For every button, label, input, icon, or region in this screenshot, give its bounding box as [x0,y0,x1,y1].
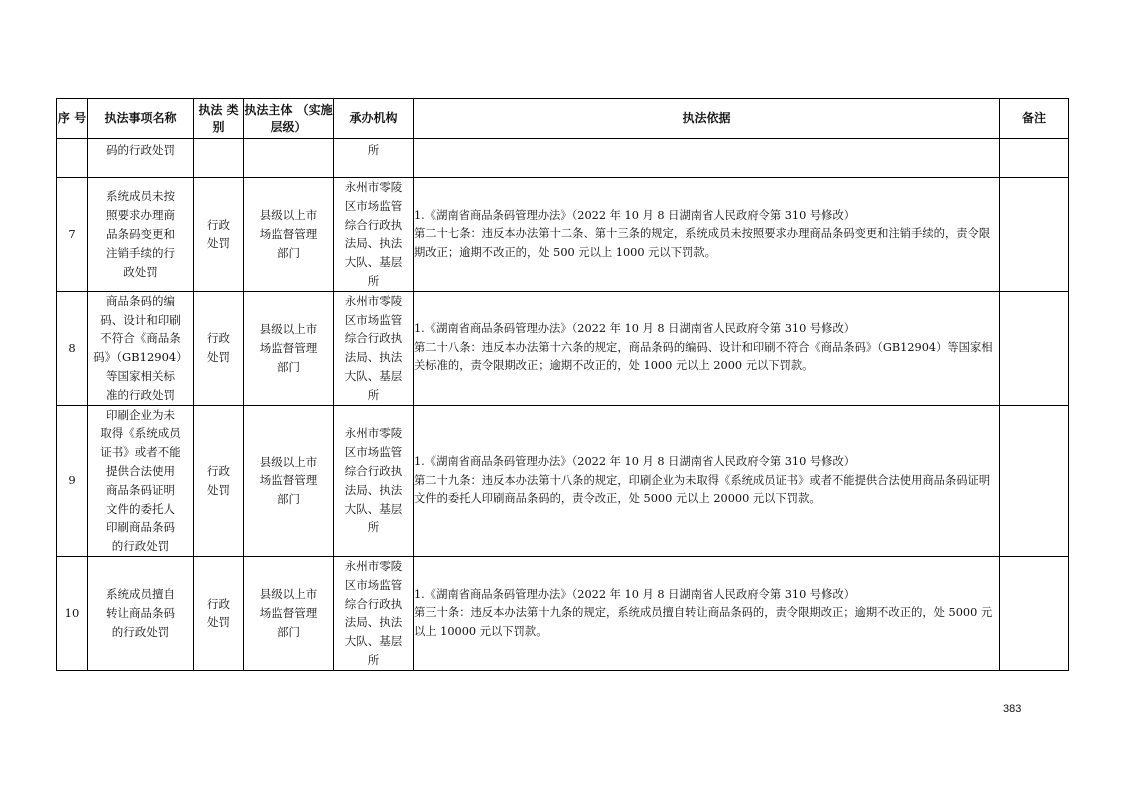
cell-seq: 9 [57,405,88,556]
cell-remark [1000,405,1069,556]
cell-name: 商品条码的编 码、设计和印刷 不符合《商品条 码》（GB12904） 等国家相关标 准的行政处罚 [88,291,194,405]
law-enforcement-table [56,98,1069,671]
table-row-continuation [57,139,1069,178]
cell-remark [1000,139,1069,178]
cell-seq: 7 [57,178,88,292]
cell-subject: 县级以上市 场监督管理 部门 [244,291,334,405]
cell-name: 系统成员擅自 转让商品条码 的行政处罚 [88,556,194,670]
header-basis: 执法依据 [414,99,1000,139]
cell-category [194,139,244,178]
cell-subject [244,139,334,178]
cell-basis: 1.《湖南省商品条码管理办法》（2022 年 10 月 8 日湖南省人民政府令第 310 号修改） 第二十八条：违反本办法第十六条的规定，商品条码的编码、设计和印刷不符合《商品条码》（GB12904）等国家相关标准的，责令限期改正；逾期不改正的，处 1000 元以上 2000 元以下罚款。 [414,291,1000,405]
cell-subject: 县级以上市 场监督管理 部门 [244,556,334,670]
cell-agency: 永州市零陵 区市场监管 综合行政执 法局、执法 大队、基层 所 [334,178,414,292]
header-category: 执法 类别 [194,99,244,139]
header-name: 执法事项名称 [88,99,194,139]
table-header-row [57,99,1069,139]
table-row [57,178,1069,292]
cell-name: 系统成员未按 照要求办理商 品条码变更和 注销手续的行 政处罚 [88,178,194,292]
cell-category: 行政 处罚 [194,291,244,405]
cell-basis: 1.《湖南省商品条码管理办法》（2022 年 10 月 8 日湖南省人民政府令第 310 号修改） 第二十九条：违反本办法第十八条的规定，印刷企业为未取得《系统成员证书》或者不能提供合法使用商品条码证明文件的委托人印刷商品条码的，责令改正，处 5000 元以上 20000 元以下罚款。 [414,405,1000,556]
cell-remark [1000,291,1069,405]
cell-remark [1000,178,1069,292]
cell-subject: 县级以上市 场监督管理 部门 [244,178,334,292]
cell-category: 行政 处罚 [194,405,244,556]
cell-basis [414,139,1000,178]
cell-basis: 1.《湖南省商品条码管理办法》（2022 年 10 月 8 日湖南省人民政府令第 310 号修改） 第三十条：违反本办法第十九条的规定，系统成员擅自转让商品条码的，责令限期改正；逾期不改正的，处 5000 元以上 10000 元以下罚款。 [414,556,1000,670]
cell-agency: 永州市零陵 区市场监管 综合行政执 法局、执法 大队、基层 所 [334,556,414,670]
header-seq: 序 号 [57,99,88,139]
cell-subject: 县级以上市 场监督管理 部门 [244,405,334,556]
table-row [57,405,1069,556]
cell-seq [57,139,88,178]
cell-basis: 1.《湖南省商品条码管理办法》（2022 年 10 月 8 日湖南省人民政府令第 310 号修改） 第二十七条：违反本办法第十二条、第十三条的规定，系统成员未按照要求办理商品条码变更和注销手续的，责令限期改正；逾期不改正的，处 500 元以上 1000 元以下罚款。 [414,178,1000,292]
cell-name: 印刷企业为未 取得《系统成员 证书》或者不能 提供合法使用 商品条码证明 文件的委托人 印刷商品条码 的行政处罚 [88,405,194,556]
header-subject: 执法主体 （实施层级） [244,99,334,139]
cell-category: 行政 处罚 [194,178,244,292]
cell-agency: 所 [334,139,414,178]
cell-name: 码的行政处罚 [88,139,194,178]
cell-agency: 永州市零陵 区市场监管 综合行政执 法局、执法 大队、基层 所 [334,291,414,405]
cell-seq: 10 [57,556,88,670]
cell-remark [1000,556,1069,670]
page-number: 383 [1003,703,1022,715]
header-agency: 承办机构 [334,99,414,139]
table-row [57,291,1069,405]
table-row [57,556,1069,670]
cell-category: 行政 处罚 [194,556,244,670]
cell-seq: 8 [57,291,88,405]
cell-agency: 永州市零陵 区市场监管 综合行政执 法局、执法 大队、基层 所 [334,405,414,556]
header-remark: 备注 [1000,99,1069,139]
